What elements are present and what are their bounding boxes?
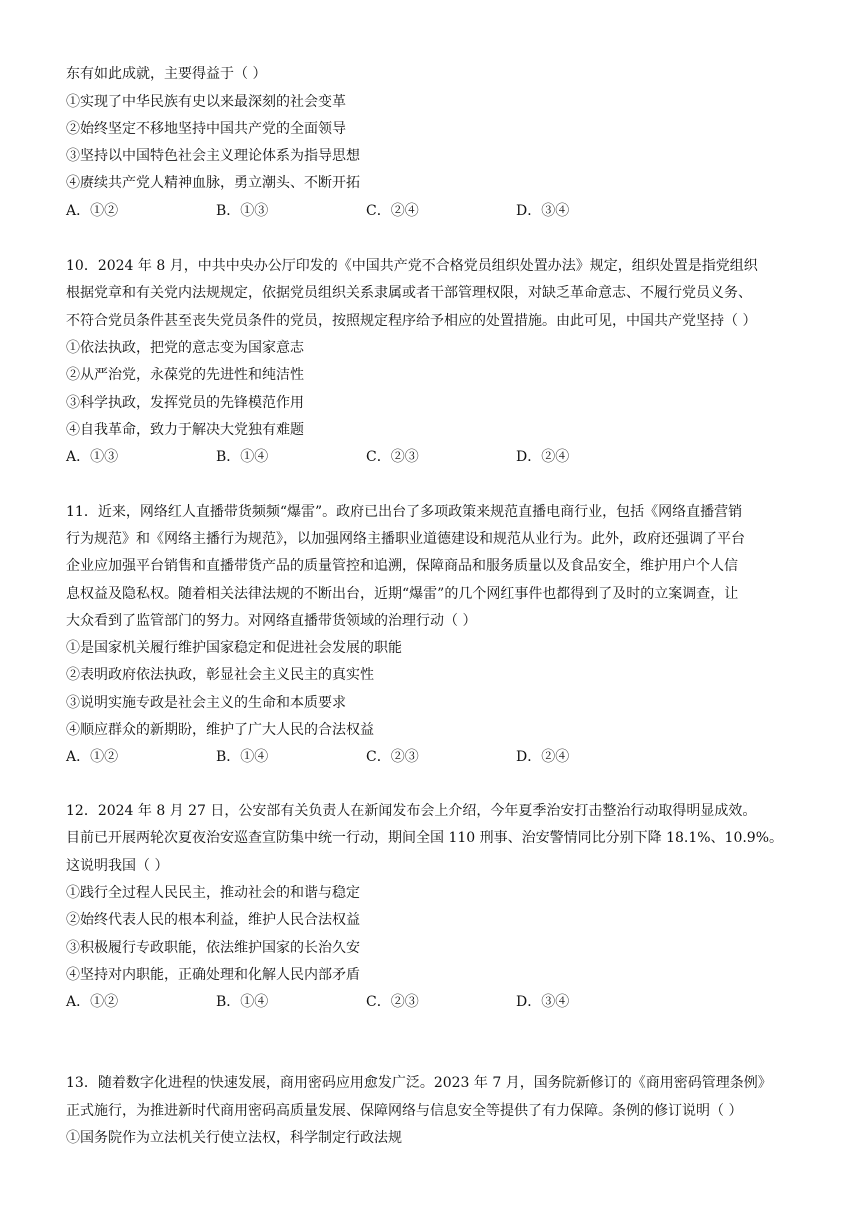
question-9-option-4: ④赓续共产党人精神血脉，勇立潮头、不断开拓 (66, 175, 360, 191)
question-9-choice-b: B．①③ (216, 203, 269, 219)
question-9-choice-d: D．③④ (516, 203, 570, 219)
question-11-stem-line-1: 11．近来，网络红人直播带货频频“爆雷”。政府已出台了多项政策来规范直播电商行业，包括《网络直播营销 (66, 504, 743, 520)
question-12-choice-a: A．①② (66, 994, 119, 1010)
question-9-option-1: ①实现了中华民族有史以来最深刻的社会变革 (66, 94, 346, 110)
question-12-option-1: ①践行全过程人民民主，推动社会的和谐与稳定 (66, 885, 360, 901)
question-10-option-3: ③科学执政，发挥党员的先锋模范作用 (66, 395, 304, 411)
question-9-choice-a: A．①② (66, 203, 119, 219)
question-11-stem-line-3: 企业应加强平台销售和直播带货产品的质量管控和追溯，保障商品和服务质量以及食品安全，维护用户个人信 (66, 558, 738, 574)
question-10-stem-line-3: 不符合党员条件甚至丧失党员条件的党员，按照规定程序给予相应的处置措施。由此可见，中国共产党坚持（ ） (66, 313, 757, 329)
question-10-option-4: ④自我革命，致力于解决大党独有难题 (66, 422, 304, 438)
question-13-stem-line-1: 13．随着数字化进程的快速发展，商用密码应用愈发广泛。2023 年 7 月，国务院新修订的《商用密码管理条例》 (66, 1075, 772, 1091)
question-9-option-3: ③坚持以中国特色社会主义理论体系为指导思想 (66, 148, 360, 164)
question-11-option-3: ③说明实施专政是社会主义的生命和本质要求 (66, 695, 346, 711)
question-11-choice-b: B．①④ (216, 749, 269, 765)
question-10-choice-c: C．②③ (366, 449, 419, 465)
question-10-choice-d: D．②④ (516, 449, 570, 465)
question-12-option-2: ②始终代表人民的根本利益，维护人民合法权益 (66, 912, 360, 928)
question-12-option-4: ④坚持对内职能，正确处理和化解人民内部矛盾 (66, 967, 360, 983)
question-11-stem-line-5: 大众看到了监管部门的努力。对网络直播带货领域的治理行动（ ） (66, 613, 477, 629)
question-11-option-4: ④顺应群众的新期盼，维护了广大人民的合法权益 (66, 722, 374, 738)
question-12-stem-line-1: 12．2024 年 8 月 27 日，公安部有关负责人在新闻发布会上介绍，今年夏季治安打击整治行动取得明显成效。 (66, 803, 757, 819)
question-11-choice-a: A．①② (66, 749, 119, 765)
question-12-choice-d: D．③④ (516, 994, 570, 1010)
question-12-option-3: ③积极履行专政职能，依法维护国家的长治久安 (66, 940, 360, 956)
question-10-option-1: ①依法执政，把党的意志变为国家意志 (66, 340, 304, 356)
question-13-stem-line-2: 正式施行，为推进新时代商用密码高质量发展、保障网络与信息安全等提供了有力保障。条例的修订说明（ ） (66, 1103, 743, 1119)
question-10-stem-line-2: 根据党章和有关党内法规规定，依据党员组织关系隶属或者干部管理权限，对缺乏革命意志、不履行党员义务、 (66, 285, 752, 301)
question-10-option-2: ②从严治党，永葆党的先进性和纯洁性 (66, 367, 304, 383)
question-11-choice-d: D．②④ (516, 749, 570, 765)
question-12-stem-line-2: 目前已开展两轮次夏夜治安巡查宣防集中统一行动，期间全国 110 刑事、治安警情同比分别下降 18.1%、10.9%。 (66, 830, 784, 846)
question-10-choice-b: B．①④ (216, 449, 269, 465)
question-11-stem-line-4: 息权益及隐私权。随着相关法律法规的不断出台，近期“爆雷”的几个网红事件也都得到了及时的立案调查，让 (66, 586, 739, 602)
question-11-stem-line-2: 行为规范》和《网络主播行为规范》，以加强网络主播职业道德建设和规范从业行为。此外，政府还强调了平台 (66, 531, 745, 547)
question-12-choice-c: C．②③ (366, 994, 419, 1010)
question-11-option-1: ①是国家机关履行维护国家稳定和促进社会发展的职能 (66, 640, 402, 656)
question-13-option-1: ①国务院作为立法机关行使立法权，科学制定行政法规 (66, 1130, 402, 1146)
question-12-choice-b: B．①④ (216, 994, 269, 1010)
question-10-stem-line-1: 10．2024 年 8 月，中共中央办公厅印发的《中国共产党不合格党员组织处置办法》规定，组织处置是指党组织 (66, 258, 758, 274)
question-11-choice-c: C．②③ (366, 749, 419, 765)
question-11-option-2: ②表明政府依法执政，彰显社会主义民主的真实性 (66, 667, 374, 683)
question-9-stem-tail: 东有如此成就，主要得益于（ ） (66, 66, 267, 82)
question-9-option-2: ②始终坚定不移地坚持中国共产党的全面领导 (66, 121, 346, 137)
question-10-choice-a: A．①③ (66, 449, 119, 465)
question-9-choice-c: C．②④ (366, 203, 419, 219)
question-12-stem-line-3: 这说明我国（ ） (66, 858, 169, 874)
